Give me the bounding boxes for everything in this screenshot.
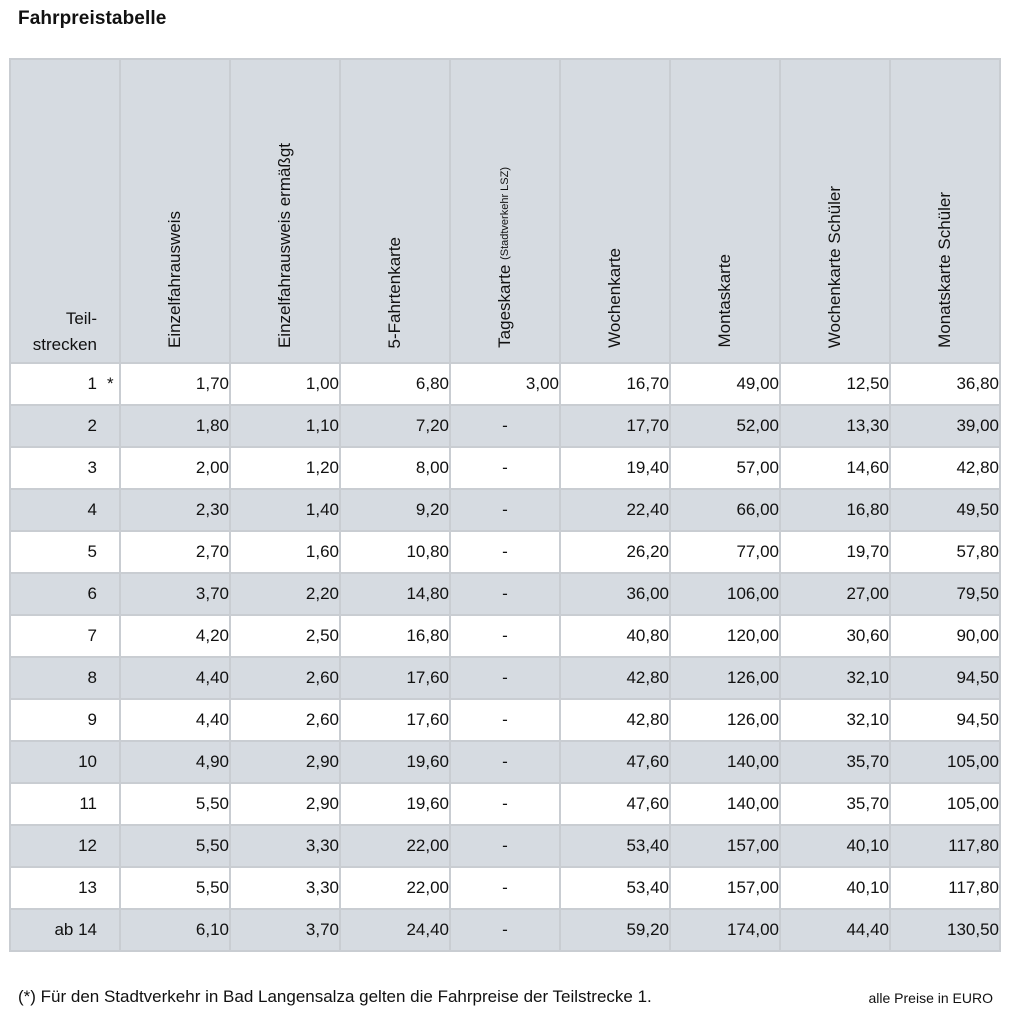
teilstrecke-value: 12	[78, 836, 97, 855]
price-cell: 30,60	[780, 615, 890, 657]
column-header-label: Tageskarte	[495, 264, 514, 348]
price-cell: -	[450, 867, 560, 909]
price-cell: 77,00	[670, 531, 780, 573]
price-cell: 4,40	[120, 657, 230, 699]
price-cell: 5,50	[120, 867, 230, 909]
price-cell: -	[450, 405, 560, 447]
fare-table	[9, 58, 1001, 952]
price-cell: -	[450, 699, 560, 741]
price-cell: 16,70	[560, 363, 670, 405]
teilstrecke-value: 10	[78, 752, 97, 771]
price-cell: 12,50	[780, 363, 890, 405]
price-cell: 174,00	[670, 909, 780, 951]
table-row	[10, 363, 1000, 405]
price-cell: 14,80	[340, 573, 450, 615]
price-cell: 3,00	[450, 363, 560, 405]
price-cell: 32,10	[780, 657, 890, 699]
price-cell: 157,00	[670, 825, 780, 867]
page-title: Fahrpreistabelle	[18, 8, 167, 29]
price-cell: 19,70	[780, 531, 890, 573]
price-cell: 22,40	[560, 489, 670, 531]
price-cell: -	[450, 573, 560, 615]
price-cell: 140,00	[670, 741, 780, 783]
price-cell: 17,60	[340, 657, 450, 699]
price-cell: 14,60	[780, 447, 890, 489]
teilstrecke-value: 13	[78, 878, 97, 897]
price-cell: 2,30	[120, 489, 230, 531]
table-row	[10, 447, 1000, 489]
column-header	[340, 59, 450, 363]
teilstrecke-cell	[10, 909, 120, 951]
price-cell: 5,50	[120, 783, 230, 825]
teilstrecke-value: 5	[87, 542, 97, 561]
price-cell: 2,60	[230, 699, 340, 741]
column-header-label: Wochenkarte Schüler	[825, 185, 844, 348]
header-row	[10, 59, 1000, 363]
column-header	[450, 59, 560, 363]
column-header-label: Einzelfahrausweis ermäßgt	[275, 142, 294, 348]
price-cell: 3,30	[230, 825, 340, 867]
price-cell: 1,10	[230, 405, 340, 447]
teilstrecke-value: 3	[87, 458, 97, 477]
price-cell: 1,80	[120, 405, 230, 447]
teilstrecke-cell	[10, 657, 120, 699]
price-cell: 106,00	[670, 573, 780, 615]
price-cell: 44,40	[780, 909, 890, 951]
teilstrecke-value: 9	[87, 710, 97, 729]
table-row	[10, 867, 1000, 909]
teilstrecken-line-1: Teil-	[65, 309, 97, 328]
price-cell: 24,40	[340, 909, 450, 951]
table-row	[10, 825, 1000, 867]
price-cell: 2,70	[120, 531, 230, 573]
price-cell: 66,00	[670, 489, 780, 531]
price-cell: 32,10	[780, 699, 890, 741]
teilstrecke-cell	[10, 783, 120, 825]
price-cell: 3,70	[230, 909, 340, 951]
price-cell: 57,00	[670, 447, 780, 489]
price-cell: 2,60	[230, 657, 340, 699]
teilstrecke-cell	[10, 615, 120, 657]
price-cell: 1,00	[230, 363, 340, 405]
teilstrecke-cell	[10, 573, 120, 615]
price-cell: 120,00	[670, 615, 780, 657]
price-cell: -	[450, 825, 560, 867]
price-cell: 57,80	[890, 531, 1000, 573]
teilstrecke-cell	[10, 405, 120, 447]
column-header	[890, 59, 1000, 363]
table-row	[10, 531, 1000, 573]
price-cell: 2,90	[230, 741, 340, 783]
price-cell: 10,80	[340, 531, 450, 573]
column-header-label: Wochenkarte	[605, 248, 624, 348]
price-cell: 13,30	[780, 405, 890, 447]
price-cell: -	[450, 657, 560, 699]
price-cell: 1,60	[230, 531, 340, 573]
column-header	[560, 59, 670, 363]
currency-note: alle Preise in EURO	[868, 990, 993, 1006]
price-cell: 42,80	[560, 657, 670, 699]
price-cell: 130,50	[890, 909, 1000, 951]
price-cell: 5,50	[120, 825, 230, 867]
price-cell: 35,70	[780, 741, 890, 783]
teilstrecke-value: 7	[87, 626, 97, 645]
price-cell: 42,80	[560, 699, 670, 741]
price-cell: 53,40	[560, 867, 670, 909]
price-cell: -	[450, 615, 560, 657]
price-cell: 49,00	[670, 363, 780, 405]
price-cell: 6,10	[120, 909, 230, 951]
price-cell: 47,60	[560, 741, 670, 783]
price-cell: 4,20	[120, 615, 230, 657]
price-cell: -	[450, 489, 560, 531]
price-cell: 42,80	[890, 447, 1000, 489]
price-cell: 1,70	[120, 363, 230, 405]
price-cell: 2,20	[230, 573, 340, 615]
teilstrecke-cell	[10, 531, 120, 573]
price-cell: 9,20	[340, 489, 450, 531]
column-header-label: Monatskarte Schüler	[935, 192, 954, 348]
price-cell: 3,30	[230, 867, 340, 909]
teilstrecke-cell	[10, 825, 120, 867]
teilstrecke-value: 2	[87, 416, 97, 435]
price-cell: 4,40	[120, 699, 230, 741]
price-cell: 126,00	[670, 699, 780, 741]
price-cell: -	[450, 909, 560, 951]
price-cell: 22,00	[340, 867, 450, 909]
teilstrecke-value: 1	[87, 374, 97, 393]
price-cell: 4,90	[120, 741, 230, 783]
table-row	[10, 615, 1000, 657]
price-cell: 47,60	[560, 783, 670, 825]
teilstrecke-value: 11	[79, 794, 97, 813]
table-row	[10, 657, 1000, 699]
price-cell: 49,50	[890, 489, 1000, 531]
price-cell: 94,50	[890, 699, 1000, 741]
price-cell: 16,80	[780, 489, 890, 531]
column-header	[780, 59, 890, 363]
table-row	[10, 573, 1000, 615]
price-cell: -	[450, 783, 560, 825]
teilstrecke-value: ab 14	[54, 920, 97, 939]
teilstrecke-cell	[10, 699, 120, 741]
teilstrecken-line-2: strecken	[32, 335, 97, 354]
price-cell: 126,00	[670, 657, 780, 699]
column-header	[120, 59, 230, 363]
table-row	[10, 699, 1000, 741]
table-row	[10, 405, 1000, 447]
column-header-label: 5-Fahrtenkarte	[385, 236, 404, 348]
price-cell: 94,50	[890, 657, 1000, 699]
price-cell: 140,00	[670, 783, 780, 825]
price-cell: 19,60	[340, 783, 450, 825]
teilstrecke-cell	[10, 489, 120, 531]
teilstrecke-value: 4	[87, 500, 97, 519]
price-cell: 6,80	[340, 363, 450, 405]
price-cell: 8,00	[340, 447, 450, 489]
price-cell: 40,10	[780, 825, 890, 867]
fare-table-body	[10, 363, 1000, 951]
teilstrecke-value: 8	[87, 668, 97, 687]
teilstrecke-cell	[10, 741, 120, 783]
price-cell: 7,20	[340, 405, 450, 447]
price-cell: 26,20	[560, 531, 670, 573]
price-cell: 105,00	[890, 741, 1000, 783]
price-cell: 36,00	[560, 573, 670, 615]
price-cell: 19,60	[340, 741, 450, 783]
column-header-label: Montaskarte	[715, 254, 734, 348]
price-cell: 1,40	[230, 489, 340, 531]
column-header	[230, 59, 340, 363]
price-cell: 105,00	[890, 783, 1000, 825]
price-cell: 35,70	[780, 783, 890, 825]
price-cell: 16,80	[340, 615, 450, 657]
teilstrecke-cell	[10, 867, 120, 909]
column-header-teilstrecken	[10, 59, 120, 363]
price-cell: 17,60	[340, 699, 450, 741]
price-cell: -	[450, 447, 560, 489]
price-cell: 79,50	[890, 573, 1000, 615]
table-row	[10, 909, 1000, 951]
price-cell: 40,10	[780, 867, 890, 909]
price-cell: 27,00	[780, 573, 890, 615]
price-cell: 59,20	[560, 909, 670, 951]
price-cell: 157,00	[670, 867, 780, 909]
price-cell: 117,80	[890, 825, 1000, 867]
price-cell: 117,80	[890, 867, 1000, 909]
price-cell: 2,00	[120, 447, 230, 489]
column-header-label: Einzelfahrausweis	[165, 210, 184, 348]
price-cell: 53,40	[560, 825, 670, 867]
price-cell: 1,20	[230, 447, 340, 489]
teilstrecke-value: 6	[87, 584, 97, 603]
table-row	[10, 741, 1000, 783]
price-cell: 19,40	[560, 447, 670, 489]
column-header	[670, 59, 780, 363]
teilstrecke-cell: 1 *	[10, 363, 120, 405]
price-cell: 36,80	[890, 363, 1000, 405]
price-cell: 2,50	[230, 615, 340, 657]
teilstrecke-cell	[10, 447, 120, 489]
price-cell: 40,80	[560, 615, 670, 657]
price-cell: 3,70	[120, 573, 230, 615]
table-row	[10, 783, 1000, 825]
price-cell: 2,90	[230, 783, 340, 825]
price-cell: -	[450, 741, 560, 783]
price-cell: 39,00	[890, 405, 1000, 447]
table-row	[10, 489, 1000, 531]
price-cell: 22,00	[340, 825, 450, 867]
footnote: (*) Für den Stadtverkehr in Bad Langensalza gelten die Fahrpreise der Teilstrecke 1.	[18, 987, 652, 1006]
column-header-note: (Stadtverkehr LSZ)	[499, 167, 511, 261]
price-cell: 17,70	[560, 405, 670, 447]
price-cell: 90,00	[890, 615, 1000, 657]
price-cell: -	[450, 531, 560, 573]
price-cell: 52,00	[670, 405, 780, 447]
